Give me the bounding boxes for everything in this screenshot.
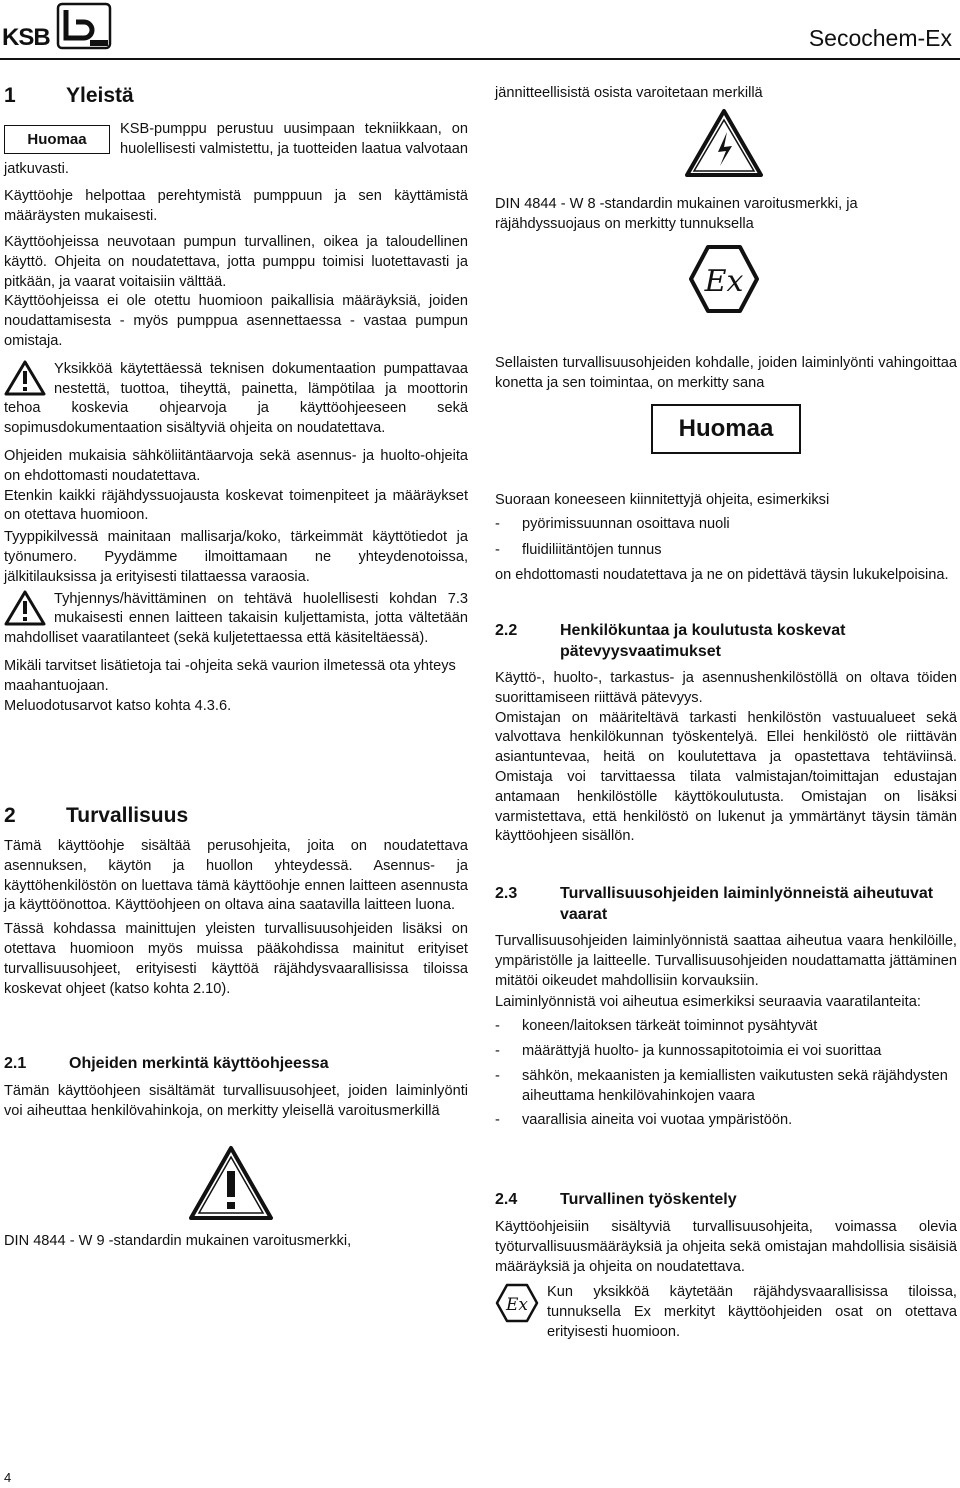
- right-p7: Omistajan on määriteltävä tarkasti henkilöstön vastuualueet sekä valvottava henkilökunnan työskentelyä. Ellei henkilöstö ole riittävän asiantuntevaa, heitä on koulutettava ja opastettava tehtäviinsä. Omistaja voi tarvittaessa tilata valmistajan/toimittajan edustajan antamaan henkilöstölle käyttökoulutusta. Omistajan on lisäksi varmistettava, että henkilöstö on lukenut ja ymmärtänyt täysin tämän käyttöohjeen sisällön.: [495, 709, 957, 845]
- left-p15: DIN 4844 - W 9 -standardin mukainen varoitusmerkki,: [4, 1233, 352, 1249]
- right-p8: Turvallisuusohjeiden laiminlyönnistä saattaa aiheutua vaara henkilöille, ympäristölle ja laitteelle. Turvallisuusohjeiden noudattamatta jättäminen mitätöi oikeudet mahdollisiin korvauksiin.: [495, 933, 957, 989]
- right-p3: Sellaisten turvallisuusohjeiden kohdalle, joiden laiminlyönti vahingoittaa konetta ja sen toimintaa, on merkitty sana: [495, 355, 957, 391]
- section-1-number: 1: [4, 84, 16, 107]
- right-p1-wrap: [495, 84, 957, 104]
- section-2-4-heading: [495, 1189, 957, 1210]
- product-name: Secochem-Ex: [808, 25, 952, 51]
- right-p10: Käyttöohjeisiin sisältyviä turvallisuusohjeita, voimassa olevia työturvallisuusmääräyksiä ja ohjeita sekä omistajan mahdollisia sisäisiä määräyksiä ja ohjeita on noudatettava.: [495, 1219, 957, 1275]
- list-item: - määrättyjä huolto- ja kunnossapitotoimia ei voi suorittaa: [495, 1042, 882, 1059]
- page-number: 4: [4, 1470, 12, 1485]
- section-2-number: 2: [4, 804, 16, 827]
- section-2-3-title: Turvallisuusohjeiden laiminlyönneistä aiheutuvat vaarat: [560, 885, 934, 923]
- section-2-3-number: 2.3: [495, 885, 518, 902]
- right-p5: on ehdottomasti noudatettava ja ne on pidettävä täysin lukukelpoisina.: [495, 567, 949, 584]
- left-p4: Käyttöohjeissa ei ole otettu huomioon paikallisia määräyksiä, joiden noudattamisesta - myös pumppua asennettaessa - vastaa pumpun omistaja.: [4, 293, 468, 349]
- right-p4: Suoraan koneeseen kiinnitettyjä ohjeita, esimerkiksi: [495, 492, 830, 508]
- left-p10: Mikäli tarvitset lisätietoja tai -ohjeita sekä vaurion ilmetessä ota yhteys maahantuojaan.: [4, 657, 456, 694]
- right-block-1: [495, 491, 957, 586]
- left-p14: Tämän käyttöohjeen sisältämät turvallisuusohjeet, joiden laiminlyönti voi aiheuttaa henkilövahinkoja, on merkitty yleisellä varoitusmerkillä: [4, 1083, 468, 1119]
- huomaa-sign-label: Huomaa: [678, 415, 774, 442]
- left-p8: Tyyppikilvessä mainitaan mallisarja/koko, tärkeimmät käyttötiedot ja työnumero. Pyydämme ilmoittamaan ne yhteydenotoissa, jälkitilauksissa ja erityisesti tilattaessa varaosia.: [4, 529, 468, 585]
- warning-triangle-icon: [4, 590, 46, 626]
- section-2-4-title: Turvallinen työskentely: [560, 1191, 737, 1208]
- left-p11: Meluodotusarvot katso kohta 4.3.6.: [4, 697, 232, 714]
- ksb-b-symbol-icon: [56, 2, 112, 52]
- left-p5: Yksikköä käytettäessä teknisen dokumentaation pumpattavaa nestettä, tuottoa, tiheyttä, painetta, lämpötilaa ja moottorin tehoa koskevia ohjearvoja ja käyttöohjeeseen sekä sopimusdokumentaation sisältyviä ohjeita on noudatettava.: [4, 360, 468, 437]
- left-p7: Etenkin kaikki räjähdyssuojausta koskevat toimenpiteet ja määräykset on otettava huomioon.: [4, 487, 468, 524]
- ex-hexagon-icon: [688, 244, 760, 314]
- right-p9: Laiminlyönnistä voi aiheutua esimerkiksi seuraavia vaaratilanteita:: [495, 994, 921, 1011]
- section-2-heading: [4, 804, 188, 828]
- warning-triangle-icon: [4, 360, 46, 396]
- section-2-2-heading: [495, 620, 957, 662]
- section-2-title: Turvallisuus: [66, 804, 189, 827]
- section-2-1-number: 2.1: [4, 1055, 27, 1072]
- list-item: - fluidiliitäntöjen tunnus: [495, 541, 662, 558]
- section-2-3-heading: [495, 883, 957, 925]
- left-p6: Ohjeiden mukaisia sähköliitäntäarvoja sekä asennus- ja huolto-ohjeita on ehdottomasti noudatettava.: [4, 447, 468, 484]
- list-item: - koneen/laitoksen tärkeät toiminnot pysähtyvät: [495, 1018, 818, 1035]
- left-column-section-2: [4, 837, 468, 999]
- section-2-2-number: 2.2: [495, 622, 518, 639]
- right-p1: jännitteellisistä osista varoitetaan merkillä: [495, 85, 763, 101]
- header-rule: [0, 58, 960, 60]
- ex-label: Ex: [704, 264, 744, 299]
- left-p2: Käyttöohje helpottaa perehtymistä pumppuun ja sen käyttämistä määräysten mukaisesti.: [4, 188, 468, 225]
- huomaa-sign: [651, 404, 801, 454]
- left-p15-wrap: [4, 1232, 468, 1252]
- section-1-heading: [4, 84, 134, 108]
- list-item: - sähkön, mekaanisten ja kemiallisten vaikutusten sekä räjähdysten aiheuttama henkilövahinkojen vaara: [495, 1067, 948, 1104]
- right-block-3: [495, 932, 957, 1131]
- left-p13: Tässä kohdassa mainittujen yleisten turvallisuusohjeiden lisäksi on otettava huomioon myös muissa pääkohdissa mainitut erityiset turvallisuusohjeet, erityisesti käyttöä räjähdysvaarallisissa tiloissa koskevat ohjeet (katso kohta 2.10).: [4, 921, 468, 997]
- left-p9: Tyhjennys/hävittäminen on tehtävä huolellisesti kohdan 7.3 mukaisesti ennen laitteen takaisin kuljettamista, jotta vältetään mahdolliset vaaratilanteet (sekä kuljetettaessa että käsiteltäessä).: [4, 590, 468, 647]
- direct-instructions-list: [495, 515, 957, 561]
- left-column-section-2-1: [4, 1082, 468, 1122]
- section-2-1-heading: [4, 1053, 468, 1074]
- section-2-1-title: Ohjeiden merkintä käyttöohjeessa: [69, 1055, 329, 1072]
- right-p6: Käyttö-, huolto-, tarkastus- ja asennushenkilöstöllä on oltava töiden suorittamiseen riittävä pätevyys.: [495, 670, 957, 706]
- list-item: - pyörimissuunnan osoittava nuoli: [495, 515, 730, 532]
- list-item: - vaarallisia aineita voi vuotaa ympäristöön.: [495, 1112, 793, 1129]
- huomaa-label: Huomaa: [27, 131, 87, 148]
- ksb-logo: [2, 2, 112, 52]
- ksb-logo-text: KSB: [2, 24, 50, 51]
- intro-paragraph: Huomaa KSB-pumppu perustuu uusimpaan tekniikkaan, on huolellisesti valmistettu, ja tuotteiden laatua valvotaan jatkuvasti.: [4, 121, 468, 177]
- left-p3: Käyttöohjeissa neuvotaan pumpun turvallinen, oikea ja taloudellinen käyttö. Ohjeita on noudatettava, jotta pumppu toimisi luotettavasti ja pitkään, ja vaarat voitaisiin välttää.: [4, 233, 468, 290]
- general-warning-sign-icon: [188, 1145, 274, 1221]
- right-p11: Ex Kun yksikköä käytetään räjähdysvaarallisissa tiloissa, tunnuksella Ex merkityt käyttöohjeiden osat on otettava erityisesti huomioon.: [495, 1283, 957, 1342]
- section-2-4-number: 2.4: [495, 1191, 518, 1208]
- ex-hexagon-icon: [495, 1283, 539, 1323]
- ex-label: Ex: [506, 1295, 528, 1316]
- huomaa-box: [4, 125, 110, 154]
- hazards-list: [495, 1017, 957, 1131]
- section-2-2-title: Henkilökuntaa ja koulutusta koskevat pätevyysvaatimukset: [560, 622, 846, 660]
- right-p2-wrap: [495, 195, 957, 235]
- right-p3-wrap: [495, 354, 957, 394]
- section-1-title: Yleistä: [66, 84, 134, 107]
- left-column: [4, 120, 468, 716]
- right-block-4: [495, 1218, 957, 1343]
- right-block-2: [495, 669, 957, 847]
- electrical-hazard-sign-icon: [684, 108, 764, 178]
- left-p12: Tämä käyttöohje sisältää perusohjeita, joita on noudatettava asennuksen, käytön ja huollon yhteydessä. Asennus- ja käyttöhenkilöstön on luettava tämä käyttöohje ennen laitteen asennusta ja käyttöönottoa. Käyttöohjeen on oltava aina saatavilla laitteen luona.: [4, 838, 468, 914]
- right-p2: DIN 4844 - W 8 -standardin mukainen varoitusmerkki, ja räjähdyssuojaus on merkitty tunnuksella: [495, 196, 858, 232]
